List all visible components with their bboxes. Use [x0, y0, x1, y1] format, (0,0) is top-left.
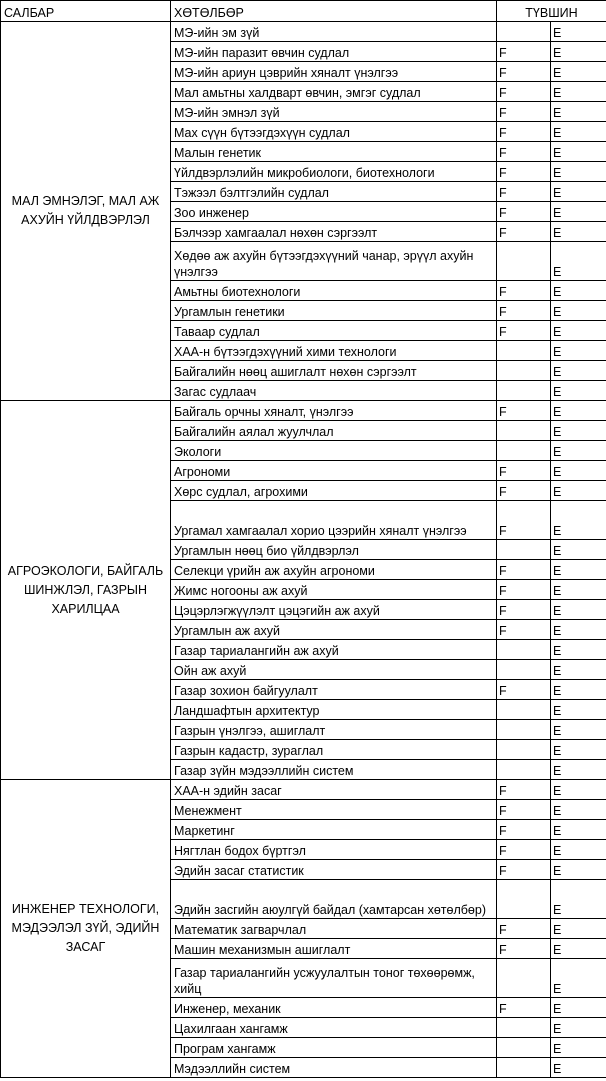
program-cell: Газрын кадастр, зураглал: [171, 740, 497, 760]
level-f-cell: [497, 700, 551, 720]
category-cell: ИНЖЕНЕР ТЕХНОЛОГИ, МЭДЭЭЛЭЛ ЗҮЙ, ЭДИЙН ЗАСАГ: [1, 780, 171, 1078]
level-e-cell: E: [551, 720, 606, 740]
level-f-cell: [497, 720, 551, 740]
program-cell: ХАА-н эдийн засаг: [171, 780, 497, 800]
level-f-cell: F: [497, 860, 551, 880]
level-f-cell: F: [497, 580, 551, 600]
program-cell: Ургамлын аж ахуй: [171, 620, 497, 640]
program-cell: Мэдээллийн систем: [171, 1058, 497, 1078]
program-cell: Мал амьтны халдварт өвчин, эмгэг судлал: [171, 82, 497, 102]
level-e-cell: E: [551, 222, 606, 242]
level-e-cell: E: [551, 242, 606, 281]
program-cell: Хөдөө аж ахуйн бүтээгдэхүүний чанар, эрүүл ахуйн үнэлгээ: [171, 242, 497, 281]
level-f-cell: [497, 361, 551, 381]
program-cell: Газрын үнэлгээ, ашиглалт: [171, 720, 497, 740]
level-e-cell: E: [551, 481, 606, 501]
level-f-cell: [497, 760, 551, 780]
program-cell: Газар зүйн мэдээллийн систем: [171, 760, 497, 780]
level-f-cell: F: [497, 281, 551, 301]
level-e-cell: E: [551, 182, 606, 202]
level-f-cell: [497, 640, 551, 660]
level-f-cell: F: [497, 481, 551, 501]
level-e-cell: E: [551, 760, 606, 780]
level-e-cell: E: [551, 62, 606, 82]
program-cell: Байгаль орчны хяналт, үнэлгээ: [171, 401, 497, 421]
level-f-cell: F: [497, 321, 551, 341]
level-e-cell: E: [551, 102, 606, 122]
program-cell: Амьтны биотехнологи: [171, 281, 497, 301]
level-e-cell: E: [551, 461, 606, 481]
level-e-cell: E: [551, 381, 606, 401]
level-e-cell: E: [551, 800, 606, 820]
program-cell: ХАА-н бүтээгдэхүүний хими технологи: [171, 341, 497, 361]
level-f-cell: F: [497, 401, 551, 421]
header-level: ТҮВШИН: [497, 1, 606, 22]
table-row: [1, 401, 606, 421]
program-cell: Маркетинг: [171, 820, 497, 840]
program-cell: Ургамлын нөөц био үйлдвэрлэл: [171, 540, 497, 560]
level-e-cell: E: [551, 441, 606, 461]
level-e-cell: E: [551, 560, 606, 580]
level-e-cell: E: [551, 82, 606, 102]
level-e-cell: E: [551, 939, 606, 959]
level-e-cell: E: [551, 1038, 606, 1058]
level-f-cell: F: [497, 939, 551, 959]
program-cell: Хөрс судлал, агрохими: [171, 481, 497, 501]
program-cell: Агрономи: [171, 461, 497, 481]
level-f-cell: F: [497, 501, 551, 540]
level-f-cell: [497, 1058, 551, 1078]
program-cell: Байгалийн нөөц ашиглалт нөхөн сэргээлт: [171, 361, 497, 381]
program-cell: Ургамал хамгаалал хорио цээрийн хяналт үнэлгээ: [171, 501, 497, 540]
level-f-cell: F: [497, 600, 551, 620]
program-cell: Ландшафтын архитектур: [171, 700, 497, 720]
program-cell: Эдийн засгийн аюулгүй байдал (хамтарсан хөтөлбөр): [171, 880, 497, 919]
level-f-cell: F: [497, 182, 551, 202]
level-f-cell: F: [497, 820, 551, 840]
level-e-cell: E: [551, 640, 606, 660]
program-cell: Ургамлын генетики: [171, 301, 497, 321]
table-row: [1, 22, 606, 42]
level-e-cell: E: [551, 421, 606, 441]
level-f-cell: [497, 22, 551, 42]
level-f-cell: F: [497, 998, 551, 1018]
program-cell: Тавааp судлал: [171, 321, 497, 341]
level-e-cell: E: [551, 301, 606, 321]
level-f-cell: F: [497, 222, 551, 242]
level-f-cell: F: [497, 800, 551, 820]
level-e-cell: E: [551, 620, 606, 640]
level-f-cell: [497, 1038, 551, 1058]
level-e-cell: E: [551, 321, 606, 341]
level-f-cell: [497, 242, 551, 281]
level-e-cell: E: [551, 341, 606, 361]
program-cell: МЭ-ийн эмнэл зүй: [171, 102, 497, 122]
level-f-cell: F: [497, 780, 551, 800]
program-cell: Ойн аж ахуй: [171, 660, 497, 680]
program-cell: МЭ-ийн ариун цэврийн хяналт үнэлгээ: [171, 62, 497, 82]
level-e-cell: E: [551, 580, 606, 600]
level-f-cell: [497, 1018, 551, 1038]
program-cell: Загас судлаач: [171, 381, 497, 401]
header-program: ХӨТӨЛБӨР: [171, 1, 497, 22]
level-f-cell: F: [497, 142, 551, 162]
level-f-cell: [497, 880, 551, 919]
header-category: САЛБАР: [1, 1, 171, 22]
program-cell: Экологи: [171, 441, 497, 461]
level-e-cell: E: [551, 998, 606, 1018]
level-f-cell: [497, 959, 551, 998]
program-cell: МЭ-ийн эм зүй: [171, 22, 497, 42]
program-cell: Програм хангамж: [171, 1038, 497, 1058]
level-e-cell: E: [551, 740, 606, 760]
level-e-cell: E: [551, 1058, 606, 1078]
category-cell: МАЛ ЭМНЭЛЭГ, МАЛ АЖ АХУЙН ҮЙЛДВЭРЛЭЛ: [1, 22, 171, 401]
level-f-cell: F: [497, 102, 551, 122]
level-e-cell: E: [551, 501, 606, 540]
level-e-cell: E: [551, 540, 606, 560]
level-e-cell: E: [551, 660, 606, 680]
level-e-cell: E: [551, 600, 606, 620]
program-cell: Инженер, механик: [171, 998, 497, 1018]
level-e-cell: E: [551, 281, 606, 301]
level-e-cell: E: [551, 1018, 606, 1038]
program-cell: Селекци үрийн аж ахуйн агрономи: [171, 560, 497, 580]
program-cell: Газар тариалангийн аж ахуй: [171, 640, 497, 660]
level-f-cell: [497, 441, 551, 461]
level-f-cell: F: [497, 122, 551, 142]
level-e-cell: E: [551, 22, 606, 42]
level-f-cell: [497, 381, 551, 401]
level-e-cell: E: [551, 820, 606, 840]
level-f-cell: F: [497, 162, 551, 182]
table-row: [1, 780, 606, 800]
program-cell: Зоо инженер: [171, 202, 497, 222]
level-e-cell: E: [551, 880, 606, 919]
program-cell: МЭ-ийн паразит өвчин судлал: [171, 42, 497, 62]
program-cell: Нягтлан бодох бүртгэл: [171, 840, 497, 860]
level-f-cell: [497, 540, 551, 560]
level-f-cell: F: [497, 560, 551, 580]
level-f-cell: F: [497, 919, 551, 939]
program-cell: Жимс ногооны аж ахуй: [171, 580, 497, 600]
program-cell: Үйлдвэрлэлийн микробиологи, биотехнологи: [171, 162, 497, 182]
program-cell: Цэцэрлэгжүүлэлт цэцэгийн аж ахуй: [171, 600, 497, 620]
program-cell: Эдийн засаг статистик: [171, 860, 497, 880]
program-cell: Цахилгаан хангамж: [171, 1018, 497, 1038]
program-cell: Бэлчээр хамгаалал нөхөн сэргээлт: [171, 222, 497, 242]
level-f-cell: F: [497, 461, 551, 481]
level-f-cell: [497, 421, 551, 441]
level-e-cell: E: [551, 162, 606, 182]
program-cell: Байгалийн аялал жуулчлал: [171, 421, 497, 441]
program-cell: Мах сүүн бүтээгдэхүүн судлал: [171, 122, 497, 142]
level-e-cell: E: [551, 840, 606, 860]
level-e-cell: E: [551, 700, 606, 720]
program-cell: Газар зохион байгуулалт: [171, 680, 497, 700]
level-e-cell: E: [551, 401, 606, 421]
level-f-cell: F: [497, 82, 551, 102]
program-cell: Машин механизмын ашиглалт: [171, 939, 497, 959]
level-e-cell: E: [551, 42, 606, 62]
level-f-cell: F: [497, 62, 551, 82]
level-f-cell: F: [497, 301, 551, 321]
level-f-cell: [497, 740, 551, 760]
level-e-cell: E: [551, 780, 606, 800]
header-row: [1, 1, 606, 22]
level-e-cell: E: [551, 919, 606, 939]
level-e-cell: E: [551, 959, 606, 998]
level-f-cell: F: [497, 42, 551, 62]
level-e-cell: E: [551, 202, 606, 222]
level-f-cell: F: [497, 620, 551, 640]
level-f-cell: [497, 660, 551, 680]
level-f-cell: F: [497, 202, 551, 222]
level-f-cell: F: [497, 840, 551, 860]
program-cell: Малын генетик: [171, 142, 497, 162]
category-cell: АГРОЭКОЛОГИ, БАЙГАЛЬ ШИНЖЛЭЛ, ГАЗРЫН ХАРИЛЦАА: [1, 401, 171, 780]
level-e-cell: E: [551, 122, 606, 142]
level-f-cell: F: [497, 680, 551, 700]
level-e-cell: E: [551, 361, 606, 381]
program-cell: Газар тариалангийн усжуулалтын тоног төхөөрөмж, хийц: [171, 959, 497, 998]
level-e-cell: E: [551, 860, 606, 880]
program-cell: Менежмент: [171, 800, 497, 820]
level-f-cell: [497, 341, 551, 361]
program-cell: Тэжээл бэлтгэлийн судлал: [171, 182, 497, 202]
program-cell: Математик загварчлал: [171, 919, 497, 939]
level-e-cell: E: [551, 142, 606, 162]
level-e-cell: E: [551, 680, 606, 700]
